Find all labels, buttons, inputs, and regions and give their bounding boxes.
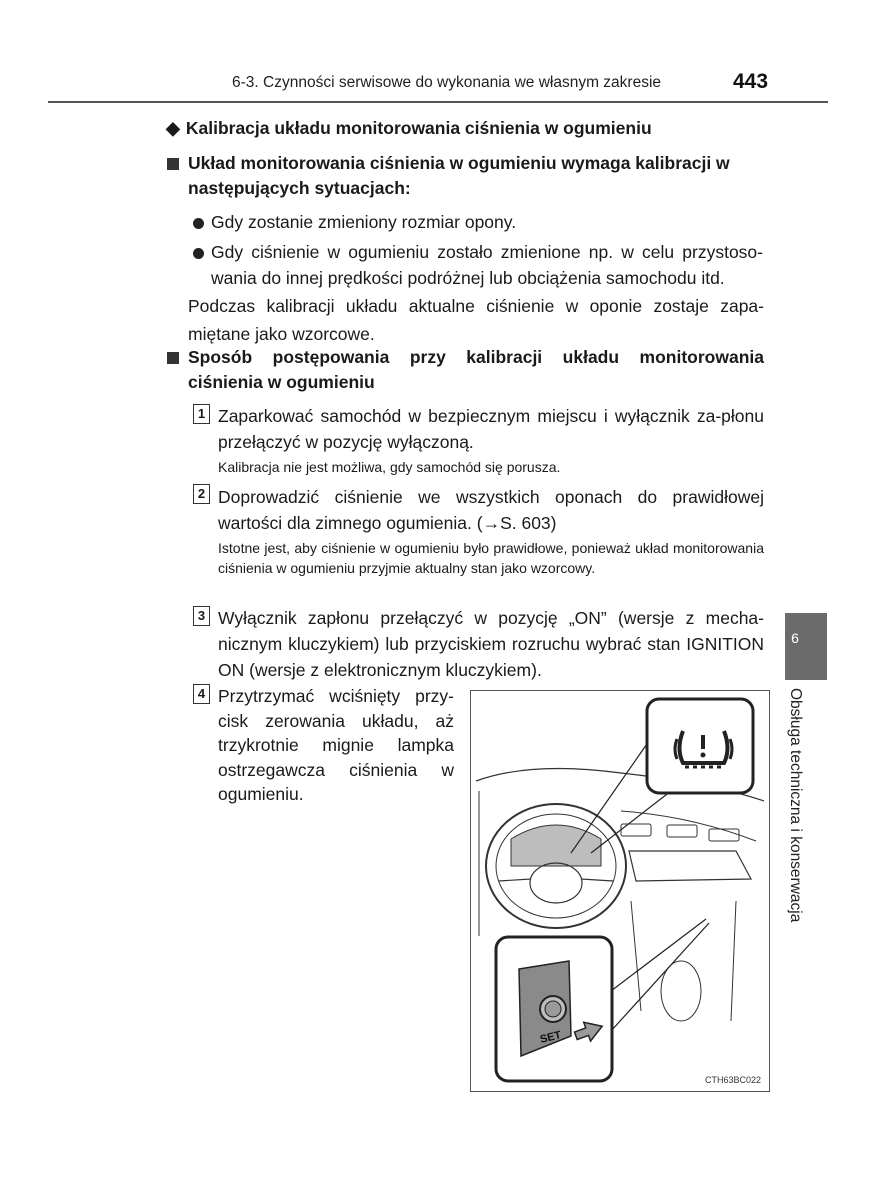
bullet-item-2: Gdy ciśnienie w ogumieniu zostało zmienione np. w celu przystoso-wania do innej prędkości podróżnej lub obciążenia samochodu itd. <box>211 242 763 288</box>
step-number-4: 4 <box>193 684 210 704</box>
chapter-label: Obsługa techniczna i konserwacja <box>787 688 804 923</box>
figure-code: CTH63BC022 <box>704 1075 761 1085</box>
calibration-paragraph: Podczas kalibracji układu aktualne ciśnienie w oponie zostaje zapa-miętane jako wzorcowe. <box>188 296 764 344</box>
step-text-3: Wyłącznik zapłonu przełączyć w pozycję „ON” (wersje z mecha-nicznym kluczykiem) lub przyciskiem rozruchu wybrać stan IGNITION ON (wersje z elektronicznym kluczykiem). <box>218 608 764 680</box>
bullet-dot-icon <box>193 218 204 229</box>
step-text-4: Przytrzymać wciśnięty przy-cisk zerowania układu, aż trzykrotnie mignie lampka ostrzegawcza ciśnienia w ogumieniu. <box>218 686 454 804</box>
running-header: 6-3. Czynności serwisowe do wykonania we własnym zakresie <box>232 74 662 91</box>
square-bullet-icon <box>167 352 179 364</box>
step-text-2: Doprowadzić ciśnienie we wszystkich oponach do prawidłowej wartości dla zimnego ogumienia. (→S. 603) <box>218 487 764 533</box>
step-number-3: 3 <box>193 606 210 626</box>
dashboard-illustration <box>470 690 770 1092</box>
header-divider <box>48 101 828 103</box>
section-heading-text: Kalibracja układu monitorowania ciśnienia w ogumieniu <box>185 118 652 138</box>
section-heading <box>166 118 652 139</box>
step-number-2: 2 <box>193 484 210 504</box>
step-text-1: Zaparkować samochód w bezpiecznym miejscu i wyłącznik za-płonu przełączyć w pozycję wyłączoną. <box>218 406 764 452</box>
bullet-item-1: Gdy zostanie zmieniony rozmiar opony. <box>211 212 517 232</box>
chapter-tab <box>785 613 827 680</box>
dashboard-drawing <box>471 691 769 1091</box>
step-note-2: Istotne jest, aby ciśnienie w ogumieniu było prawidłowe, ponieważ układ monitorowania ciśnienia w ogumieniu przyjmie aktualny stan jako wzorcowy. <box>218 540 764 576</box>
bullet-dot-icon <box>193 248 204 259</box>
step-number-1: 1 <box>193 404 210 424</box>
square-bullet-icon <box>167 158 179 170</box>
set-button-label: SET <box>538 1029 563 1046</box>
subsection-title-1: Układ monitorowania ciśnienia w ogumieniu wymaga kalibracji w następujących sytuacjach: <box>188 153 730 198</box>
step-note-1: Kalibracja nie jest możliwa, gdy samochód się porusza. <box>218 459 561 475</box>
subsection-title-2: Sposób postępowania przy kalibracji układu monitorowania ciśnienia w ogumieniu <box>188 347 764 392</box>
page-number: 443 <box>733 70 769 93</box>
chapter-number: 6 <box>791 630 799 646</box>
diamond-icon: ◆ <box>166 118 180 138</box>
